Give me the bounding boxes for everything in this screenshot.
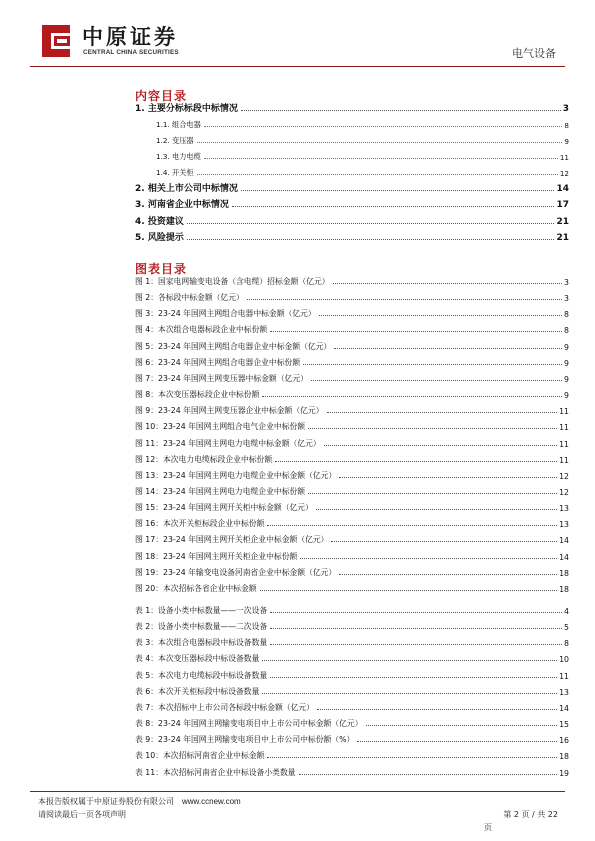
figure-item[interactable] (135, 275, 569, 287)
figure-item-page: 11 (559, 423, 569, 433)
dot-leader (317, 709, 557, 710)
toc-item-page: 21 (556, 233, 569, 243)
company-logo-icon (38, 22, 74, 60)
figure-item[interactable] (135, 437, 569, 449)
figure-item[interactable] (135, 469, 569, 481)
dot-leader (300, 558, 557, 559)
figure-item[interactable] (135, 501, 569, 513)
table-item-label: 表 6：本次开关柜标段中标设备数量 (135, 686, 260, 696)
dot-leader (327, 412, 558, 413)
logo-english-name: CENTRAL CHINA SECURITIES (83, 49, 179, 56)
toc-item-page: 14 (556, 184, 569, 194)
figure-item-page: 3 (564, 294, 569, 304)
figure-item-page: 11 (559, 439, 569, 449)
copyright-text: 本报告版权属于中原证券股份有限公司 (38, 797, 174, 806)
dot-leader (267, 757, 557, 758)
table-item-page: 10 (559, 655, 569, 665)
table-item-page: 8 (564, 639, 569, 649)
toc-item-label: 1.2. 变压器 (156, 136, 194, 145)
figure-item-page: 9 (564, 374, 569, 384)
table-item-page: 18 (559, 752, 569, 762)
dot-leader (308, 428, 557, 429)
table-item-label: 表 7：本次招标中上市公司各标段中标金额（亿元） (135, 702, 314, 712)
table-item-page: 14 (559, 703, 569, 713)
dot-leader (232, 206, 555, 207)
dot-leader (275, 461, 557, 462)
toc-item[interactable] (135, 182, 569, 194)
figure-item-label: 图 17：23-24 年国网主网开关柜企业中标金额（亿元） (135, 535, 329, 545)
toc-item-label: 1.3. 电力电缆 (156, 152, 201, 161)
table-item-page: 5 (564, 623, 569, 633)
table-item-label: 表 2：设备小类中标数量——二次设备 (135, 622, 268, 632)
dot-leader (270, 612, 562, 613)
table-item-label: 表 10：本次招标河南省企业中标金额 (135, 751, 265, 761)
toc-item-label: 3. 河南省企业中标情况 (135, 200, 229, 210)
dot-leader (262, 396, 562, 397)
dot-leader (319, 315, 562, 316)
page-number-suffix: 页 (484, 823, 492, 832)
dot-leader (270, 628, 562, 629)
figure-item-page: 8 (564, 310, 569, 320)
dot-leader (241, 190, 555, 191)
figure-item[interactable] (135, 323, 569, 335)
dot-leader (333, 283, 562, 284)
figure-item-label: 图 7：23-24 年国网主网变压器中标金额（亿元） (135, 373, 308, 383)
figure-item[interactable] (135, 356, 569, 368)
figure-item-label: 图 18：23-24 年国网主网开关柜企业中标份额 (135, 551, 298, 561)
figure-item[interactable] (135, 291, 569, 303)
figure-item[interactable] (135, 517, 569, 529)
dot-leader (197, 142, 563, 143)
dot-leader (324, 445, 557, 446)
toc-item[interactable] (135, 102, 569, 114)
page-header (38, 20, 560, 64)
toc-title: 内容目录 (135, 89, 188, 103)
dot-leader (270, 644, 562, 645)
table-item[interactable] (135, 749, 569, 761)
table-item[interactable] (135, 701, 569, 713)
table-item[interactable] (135, 717, 569, 729)
table-item-label: 表 8：23-24 年国网主网输变电项目中上市公司中标金额（亿元） (135, 719, 363, 729)
figure-item[interactable] (135, 550, 569, 562)
toc-item-label: 4. 投资建议 (135, 217, 184, 227)
figure-item-page: 12 (559, 487, 569, 497)
toc-item-page: 3 (562, 104, 569, 114)
toc-item-page: 11 (559, 153, 569, 162)
table-item-label: 表 4：本次变压器标段中标设备数量 (135, 654, 260, 664)
figure-item[interactable] (135, 485, 569, 497)
footer-copyright (38, 796, 241, 807)
figure-item-label: 图 11：23-24 年国网主网电力电缆中标金额（亿元） (135, 438, 321, 448)
table-item[interactable] (135, 636, 569, 648)
figure-item-page: 3 (564, 278, 569, 287)
toc-item[interactable] (135, 150, 569, 162)
figure-item-label: 图 9：23-24 年国网主网变压器企业中标金额（亿元） (135, 406, 324, 416)
toc-item-page: 21 (556, 217, 569, 227)
table-item[interactable] (135, 733, 569, 745)
toc-item-label: 2. 相关上市公司中标情况 (135, 184, 238, 194)
figure-item-page: 9 (564, 342, 569, 352)
toc-item-label: 1.4. 开关柜 (156, 168, 194, 177)
dot-leader (187, 239, 555, 240)
dot-leader (299, 774, 558, 775)
figure-item[interactable] (135, 533, 569, 545)
header-divider (30, 66, 565, 67)
page-number: 第 2 页 / 共 22 (503, 810, 558, 819)
toc-item-label: 5. 风险提示 (135, 233, 184, 243)
website-link[interactable]: www.ccnew.com (182, 797, 241, 806)
figure-item-page: 11 (559, 455, 569, 465)
table-item-page: 19 (559, 768, 569, 778)
dot-leader (334, 348, 562, 349)
dot-leader (204, 158, 558, 159)
figure-item[interactable] (135, 372, 569, 384)
table-item-label: 表 9：23-24 年国网主网输变电项目中上市公司中标份额（%） (135, 735, 355, 745)
report-sector: 电气设备 (512, 47, 556, 60)
footer-divider (30, 791, 565, 792)
toc-item[interactable] (135, 215, 569, 227)
logo-chinese-name: 中原证券 (82, 24, 178, 49)
figure-item-page: 13 (559, 520, 569, 530)
toc-item-label: 1. 主要分标标段中标情况 (135, 104, 238, 114)
figure-item[interactable] (135, 566, 569, 578)
dot-leader (204, 126, 563, 127)
figure-item-page: 12 (559, 471, 569, 481)
table-item[interactable] (135, 652, 569, 664)
dot-leader (270, 677, 557, 678)
toc-item-page: 17 (556, 200, 569, 210)
table-item-page: 16 (559, 736, 569, 746)
toc-item-label: 1.1. 组合电器 (156, 120, 201, 129)
figure-item-label: 图 10：23-24 年国网主网组合电气企业中标份额 (135, 422, 306, 432)
figure-item-label: 图 5：23-24 年国网主网组合电器企业中标金额（亿元） (135, 341, 332, 351)
table-item[interactable] (135, 669, 569, 681)
figure-item-label: 图 3：23-24 年国网主网组合电器中标金额（亿元） (135, 309, 316, 319)
figure-item-label: 图 6：23-24 年国网主网组合电器企业中标份额 (135, 357, 301, 367)
dot-leader (260, 590, 558, 591)
figure-list-title: 图表目录 (135, 262, 188, 276)
figure-item[interactable] (135, 340, 569, 352)
table-item[interactable] (135, 604, 569, 616)
toc-item-page: 8 (564, 121, 569, 130)
figure-item-page: 18 (559, 584, 569, 594)
dot-leader (339, 477, 557, 478)
figure-item-page: 14 (559, 536, 569, 546)
figure-item-page: 18 (559, 568, 569, 578)
dot-leader (270, 331, 562, 332)
toc-item-page: 12 (559, 169, 569, 178)
figure-item-label: 图 1：国家电网输变电设备（含电缆）招标金额（亿元） (135, 277, 330, 286)
figure-item-page: 9 (564, 358, 569, 368)
toc-item[interactable] (135, 198, 569, 210)
toc-item[interactable] (135, 134, 569, 146)
figure-item-page: 14 (559, 552, 569, 562)
dot-leader (262, 660, 557, 661)
dot-leader (331, 541, 557, 542)
table-item-label: 表 11：本次招标河南省企业中标设备小类数量 (135, 767, 296, 777)
table-item-page: 4 (564, 607, 569, 616)
dot-leader (357, 741, 557, 742)
footer-disclaimer: 请阅读最后一页各项声明 (38, 810, 126, 819)
figure-item-label: 图 2：各标段中标金额（亿元） (135, 293, 244, 303)
table-item-page: 11 (559, 671, 569, 681)
figure-item-label: 图 15：23-24 年国网主网开关柜中标金额（亿元） (135, 503, 313, 513)
toc-item-page: 9 (564, 137, 569, 146)
dot-leader (303, 364, 562, 365)
figure-item[interactable] (135, 420, 569, 432)
table-item-page: 15 (559, 720, 569, 730)
figure-item-page: 11 (559, 407, 569, 417)
figure-item-label: 图 16：本次开关柜标段企业中标份额 (135, 519, 265, 529)
figure-item-label: 图 8：本次变压器标段企业中标份额 (135, 390, 260, 400)
dot-leader (316, 509, 557, 510)
table-item[interactable] (135, 620, 569, 632)
dot-leader (339, 574, 557, 575)
dot-leader (187, 223, 555, 224)
table-item[interactable] (135, 685, 569, 697)
dot-leader (366, 725, 558, 726)
dot-leader (197, 174, 558, 175)
figure-item-label: 图 14：23-24 年国网主网电力电缆企业中标份额 (135, 486, 306, 496)
figure-item[interactable] (135, 404, 569, 416)
dot-leader (267, 525, 557, 526)
figure-item-label: 图 13：23-24 年国网主网电力电缆企业中标金额（亿元） (135, 470, 337, 480)
table-item-page: 13 (559, 687, 569, 697)
table-item-label: 表 5：本次电力电缆标段中标设备数量 (135, 670, 268, 680)
toc-item[interactable] (135, 231, 569, 243)
figure-item[interactable] (135, 582, 569, 594)
dot-leader (262, 693, 557, 694)
figure-item[interactable] (135, 307, 569, 319)
dot-leader (311, 380, 562, 381)
figure-item-label: 图 12：本次电力电缆标段企业中标份额 (135, 454, 273, 464)
toc-item[interactable] (135, 118, 569, 130)
figure-item-page: 9 (564, 391, 569, 401)
table-item-label: 表 1：设备小类中标数量——一次设备 (135, 606, 268, 615)
dot-leader (247, 299, 562, 300)
table-item[interactable] (135, 766, 569, 778)
table-item-label: 表 3：本次组合电器标段中标设备数量 (135, 638, 268, 648)
dot-leader (308, 493, 557, 494)
figure-item-page: 8 (564, 326, 569, 336)
dot-leader (241, 110, 561, 111)
toc-item[interactable] (135, 166, 569, 178)
figure-item-label: 图 20：本次招标各省企业中标金额 (135, 583, 257, 593)
figure-item[interactable] (135, 453, 569, 465)
figure-item-label: 图 4：本次组合电器标段企业中标份额 (135, 325, 268, 335)
figure-item-label: 图 19：23-24 年输变电设备河南省企业中标金额（亿元） (135, 567, 337, 577)
figure-item-page: 13 (559, 504, 569, 514)
figure-item[interactable] (135, 388, 569, 400)
